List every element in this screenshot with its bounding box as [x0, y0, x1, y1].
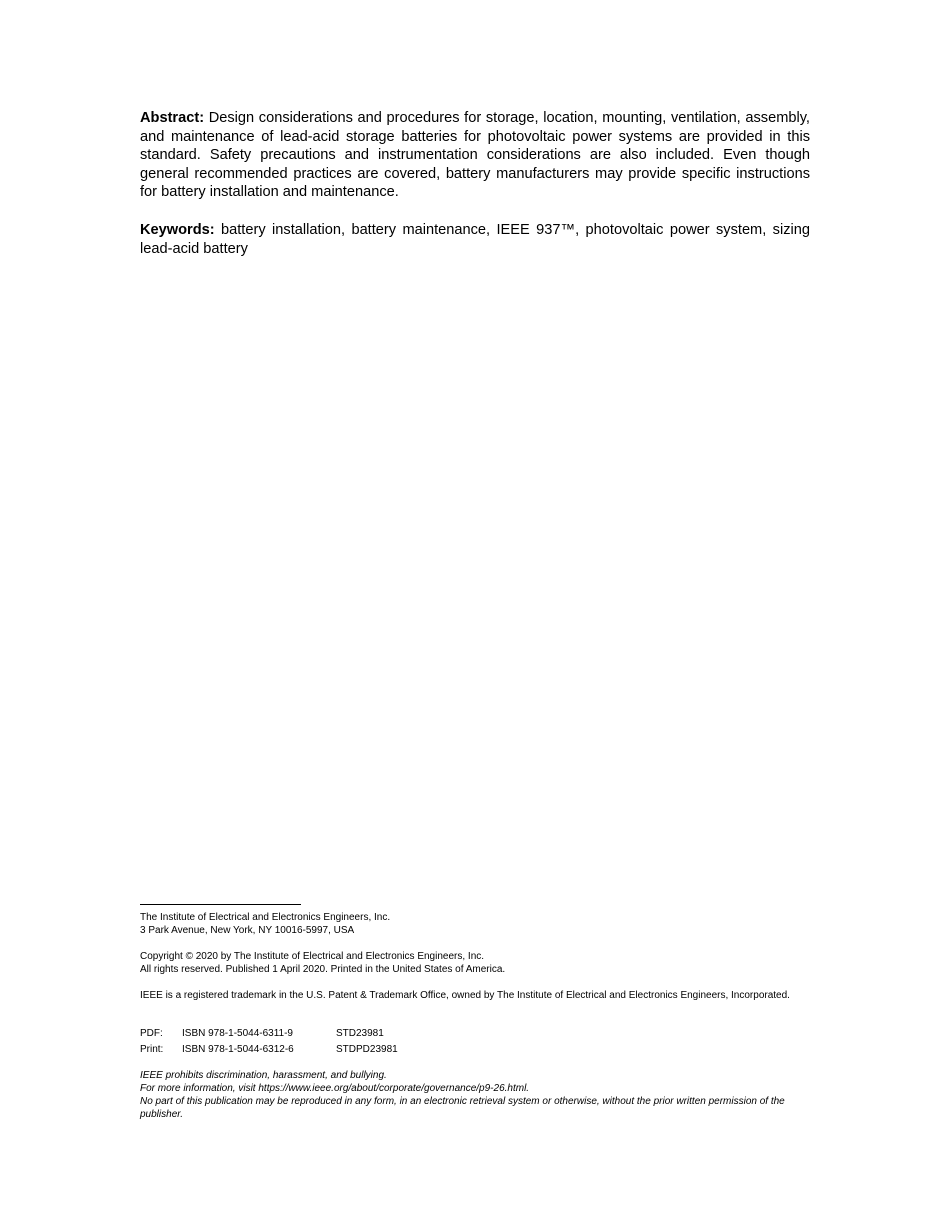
publisher-name: The Institute of Electrical and Electronics Engineers, Inc.	[140, 912, 391, 923]
footnote-divider	[140, 904, 301, 905]
abstract-label: Abstract:	[140, 110, 205, 126]
trademark-text: IEEE is a registered trademark in the U.S. Patent & Trademark Office, owned by The Institute of Electrical and Electronics Engineers, Incorporated.	[140, 990, 790, 1001]
publisher-address	[140, 911, 812, 937]
isbn-code: STDPD23981	[336, 1044, 398, 1055]
keywords-label: Keywords:	[140, 222, 215, 238]
rights-line: All rights reserved. Published 1 April 2020. Printed in the United States of America.	[140, 964, 506, 975]
publisher-street: 3 Park Avenue, New York, NY 10016-5997, USA	[140, 925, 355, 936]
policy-link-text: For more information, visit https://www.ieee.org/about/corporate/governance/p9-26.html.	[140, 1083, 530, 1094]
copyright-notice	[140, 950, 812, 976]
abstract-paragraph	[140, 109, 810, 202]
legal-notice	[140, 1069, 812, 1121]
reproduction-notice: No part of this publication may be reproduced in any form, in an electronic retrieval system or otherwise, without the prior written permission of the publisher.	[140, 1096, 785, 1120]
keywords-text: battery installation, battery maintenance, IEEE 937™, photovoltaic power system, sizing lead-acid battery	[140, 222, 810, 257]
isbn-row-pdf	[140, 1027, 812, 1043]
trademark-notice	[140, 989, 812, 1002]
keywords-paragraph	[140, 221, 810, 258]
isbn-table	[140, 1027, 812, 1059]
isbn-code: STD23981	[336, 1028, 384, 1039]
isbn-format: Print:	[140, 1044, 164, 1055]
isbn-number: ISBN 978-1-5044-6311-9	[182, 1028, 293, 1039]
isbn-number: ISBN 978-1-5044-6312-6	[182, 1044, 294, 1055]
isbn-row-print	[140, 1043, 812, 1059]
isbn-format: PDF:	[140, 1028, 163, 1039]
abstract-text: Design considerations and procedures for storage, location, mounting, ventilation, assembly, and maintenance of lead-acid storage batteries for photovoltaic power systems are provided in this standard. Safety precautions and instrumentation considerations are also included. Even though general recommended practices are covered, battery manufacturers may provide specific instructions for battery installation and maintenance.	[140, 110, 810, 201]
copyright-line: Copyright © 2020 by The Institute of Electrical and Electronics Engineers, Inc.	[140, 951, 485, 962]
discrimination-policy: IEEE prohibits discrimination, harassment, and bullying.	[140, 1070, 387, 1081]
